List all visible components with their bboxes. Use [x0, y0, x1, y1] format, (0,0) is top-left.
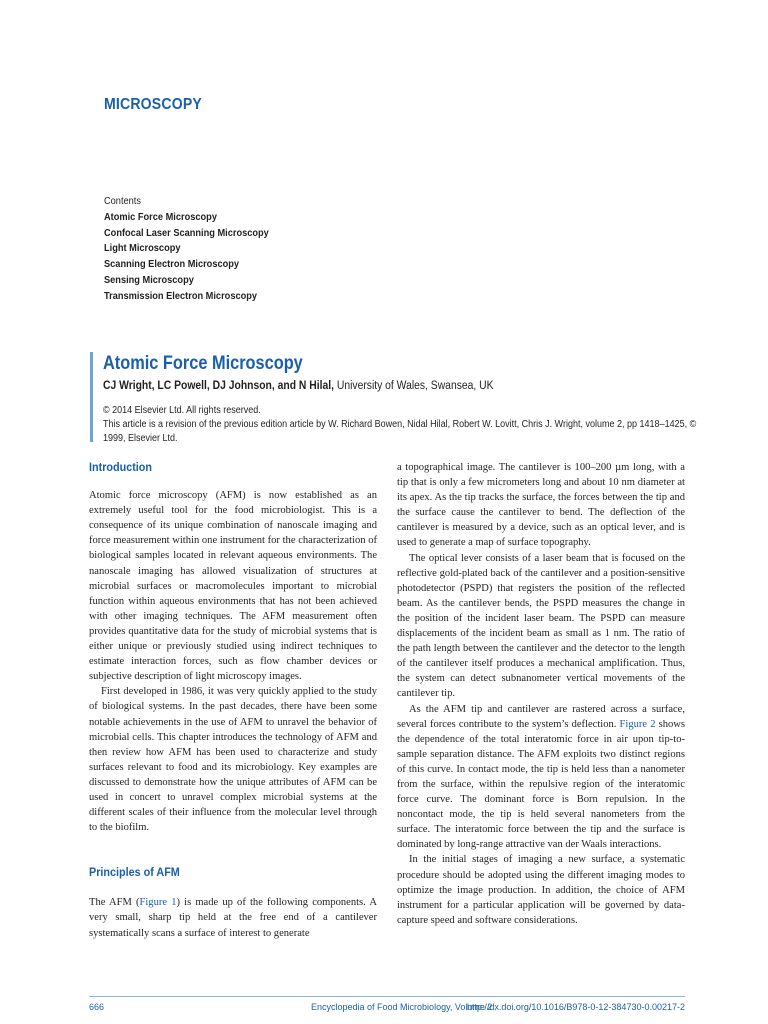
- principles-paragraph-1: [89, 895, 377, 940]
- forces-text-start: As the AFM tip and cantilever are rastered across a surface, several forces contribute to the system’s deflection.: [397, 703, 685, 730]
- article-title: Atomic Force Microscopy: [103, 353, 303, 374]
- page-number: 666: [89, 1002, 105, 1012]
- revision-note: This article is a revision of the previous edition article by W. Richard Bowen, Nidal Hilal, Robert W. Lovitt, Chris J. Wright, volume 2, pp 1418–1425, © 1999, Elsevier Ltd.: [103, 419, 697, 445]
- principles-text-start: The AFM (: [89, 897, 140, 909]
- title-accent-bar: [90, 352, 93, 442]
- intro-paragraph-1: Atomic force microscopy (AFM) is now established as an extremely useful tool for the food microbiologist. This is a consequence of its unique combination of nanoscale imaging and force measurement within one instrument for the characterization of biological samples located in relevant aqueous environments. The nanoscale imaging has allowed visualization of structures at microbial surfaces or macromolecules important to microbial function within aqueous environments that has not been achieved with other imaging techniques. The AFM measurement often provides quantitative data for the study of microbial systems that is either unique or previously studied using indirect techniques to estimate interaction forces, such as flow chamber devices or subjective description of light microscopy images.: [89, 490, 377, 683]
- affiliation: University of Wales, Swansea, UK: [333, 380, 494, 392]
- body-paragraph-forces: [397, 702, 685, 853]
- right-column: [397, 460, 685, 928]
- body-paragraph-imaging: In the initial stages of imaging a new surface, a systematic procedure should be adopted using the different imaging modes to optimize the image production. In addition, the choice of AFM instrument for a particular application will be governed by data-capture speed and software considerations.: [397, 854, 685, 926]
- body-paragraph-optical-lever: The optical lever consists of a laser beam that is focused on the reflective gold-plated back of the cantilever and a position-sensitive photodetector (PSPD) that registers the position of the reflected beam. As the cantilever bends, the PSPD measures the change in the position of the incident laser beam. The PSPD can measure displacements of the incident beam as small as 1 nm. The ratio of the path length between the cantilever and the detector to the length of the cantilever itself produces a mechanical amplification. Thus, the system can detect subnanometer vertical movements of the cantilever tip.: [397, 552, 685, 700]
- contents-heading: Contents: [104, 195, 141, 207]
- doi-link[interactable]: http://dx.doi.org/10.1016/B978-0-12-384730-0.00217-2: [466, 1002, 685, 1012]
- principles-heading: Principles of AFM: [89, 865, 180, 880]
- figure-2-link[interactable]: Figure 2: [619, 718, 656, 730]
- journal-name: Encyclopedia of Food Microbiology, Volume 2: [311, 1002, 493, 1012]
- figure-1-link[interactable]: Figure 1: [139, 897, 177, 909]
- toc-item-atomic-force[interactable]: Atomic Force Microscopy: [104, 210, 217, 223]
- author-names: CJ Wright, LC Powell, DJ Johnson, and N Hilal,: [103, 380, 334, 392]
- chapter-title: MICROSCOPY: [104, 96, 202, 113]
- toc-item-tem[interactable]: Transmission Electron Microscopy: [104, 289, 258, 302]
- table-of-contents: [104, 194, 269, 305]
- toc-item-sem[interactable]: Scanning Electron Microscopy: [104, 258, 240, 271]
- introduction-heading: Introduction: [89, 460, 152, 474]
- author-line: [103, 380, 494, 392]
- toc-item-confocal[interactable]: Confocal Laser Scanning Microscopy: [104, 226, 269, 239]
- toc-item-sensing[interactable]: Sensing Microscopy: [104, 273, 194, 286]
- intro-paragraph-2: First developed in 1986, it was very quickly applied to the study of biological systems. In the past decades, there have been some notable achievements in the use of AFM to unravel the behavior of microbial cells. This chapter introduces the technology of AFM and then review how AFM has been used to characterize and study surfaces relevant to food and its microbiology. Key examples are discussed to demonstrate how the unique attributes of AFM can be used in concert to unravel complex microbial systems at the different scales of their influence from the molecular level through to the biofilm.: [89, 686, 377, 834]
- footer-divider: [89, 996, 685, 997]
- rights-notice: [103, 404, 697, 447]
- principles-text-end: ) is made up of the following components. A very small, sharp tip held at the free end of a cantilever systematically scans a surface of interest to generate: [89, 897, 377, 939]
- left-column: [89, 460, 377, 941]
- forces-text-end: shows the dependence of the total interatomic force in air upon tip-to-sample separation distance. The AFM exploits two distinct regions of this curve. In contact mode, the tip is held less than a nanometer from the surface, within the repulsive region of the interatomic force curve. The dominant force is Born repulsion. In the noncontact mode, the tip is held several nanometers from the surface. The interatomic force between the tip and the surface is dominated by long-range attractive van der Waals interactions.: [397, 718, 686, 851]
- body-paragraph-topography: a topographical image. The cantilever is 100–200 µm long, with a tip that is only a few micrometers long and about 10 nm diameter at its apex. As the tip tracks the surface, the forces between the tip and the surface cause the cantilever to bend. The deflection of the cantilever is measured by a device, such as an optical lever, and is used to generate a map of surface topography.: [397, 462, 685, 549]
- copyright: © 2014 Elsevier Ltd. All rights reserved.: [103, 405, 261, 416]
- toc-item-light[interactable]: Light Microscopy: [104, 242, 181, 255]
